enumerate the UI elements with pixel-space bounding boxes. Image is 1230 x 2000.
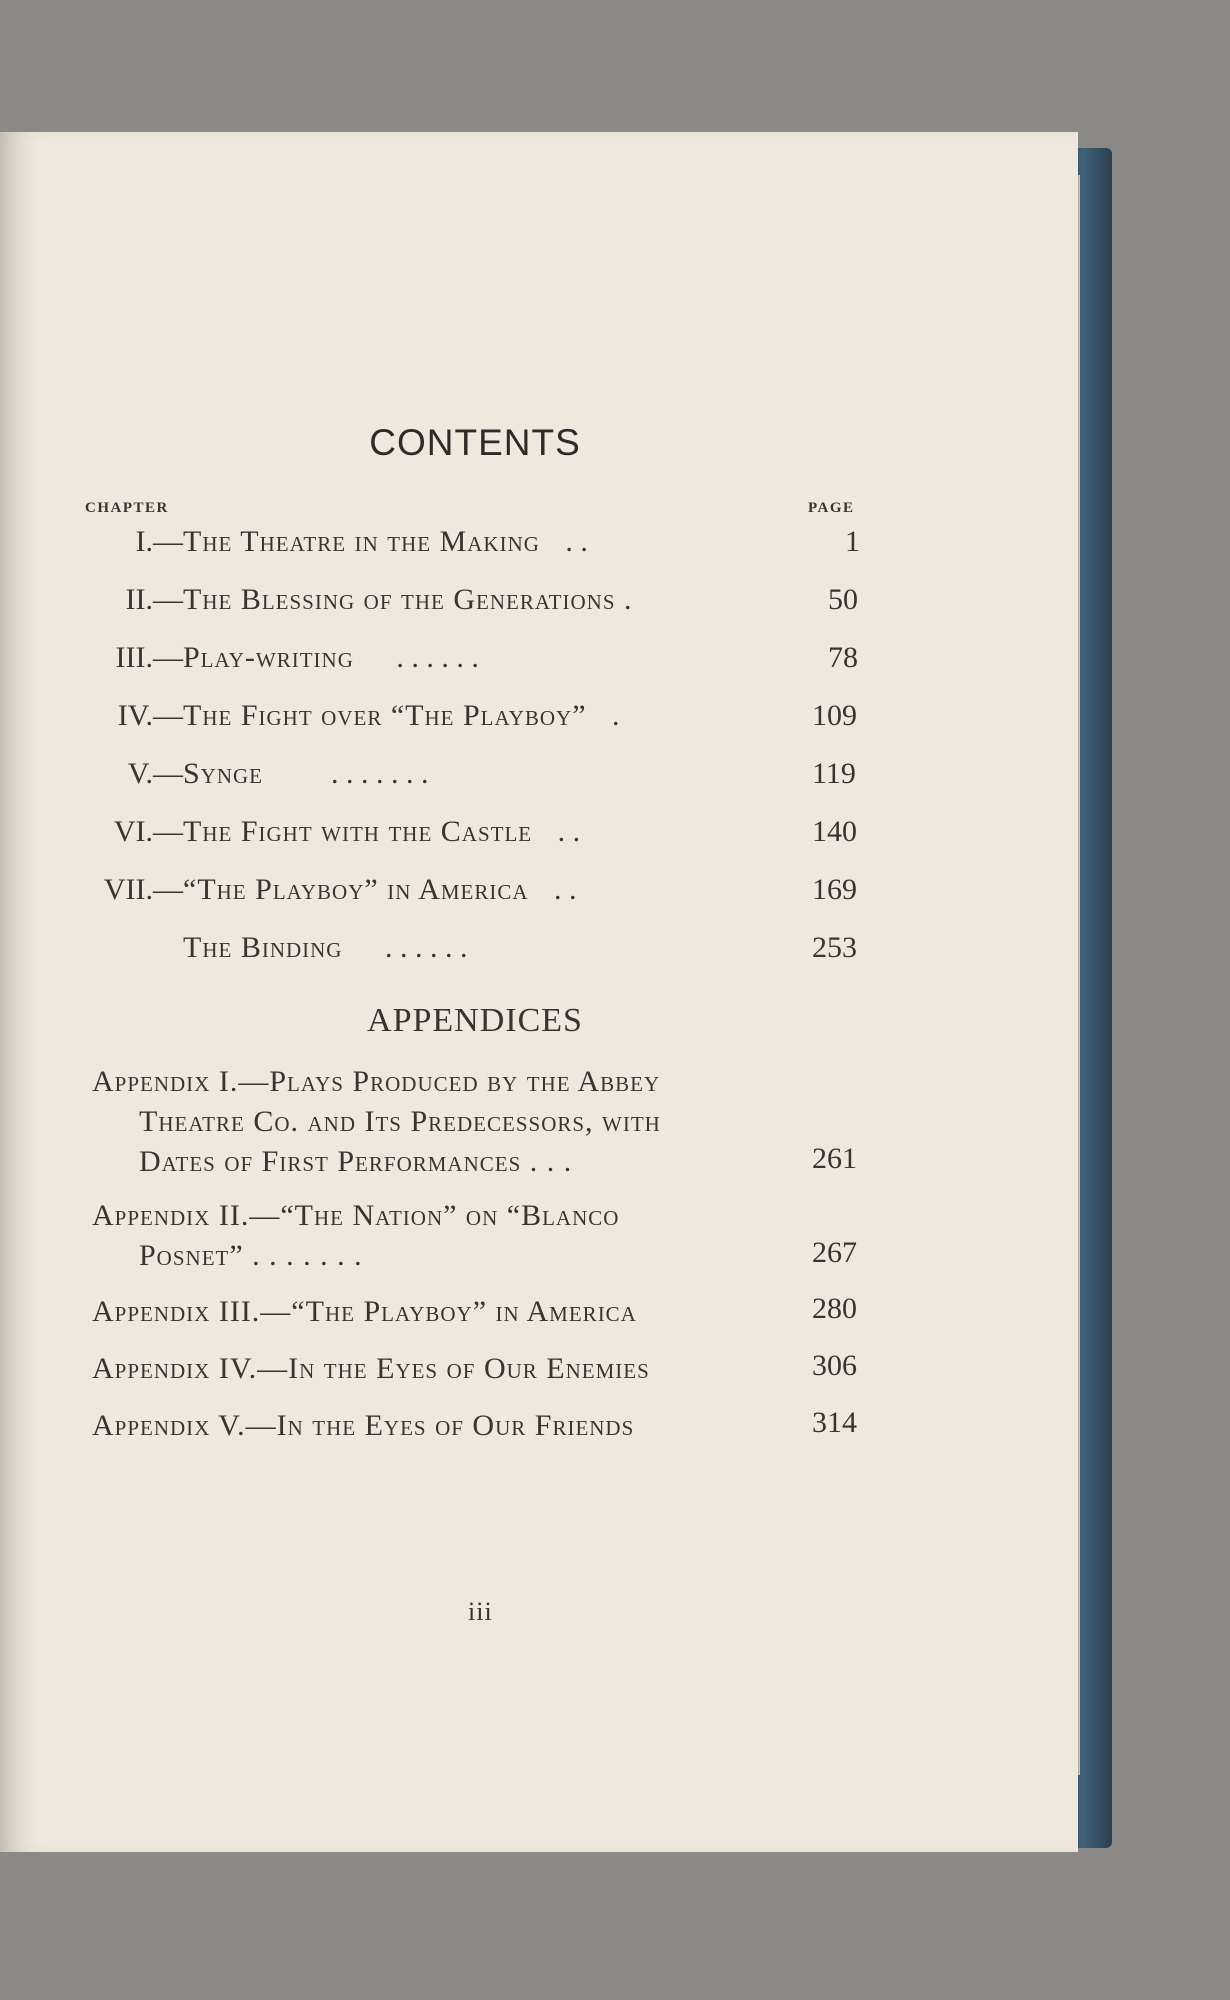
chapter-title: The Fight over “The Playboy” . <box>183 699 620 732</box>
toc-row <box>0 525 900 569</box>
appendix-line: Theatre Co. and Its Predecessors, with <box>139 1105 661 1138</box>
page-number: 169 <box>812 873 857 906</box>
chapter-title: The Theatre in the Making . . <box>183 525 588 558</box>
page-column-label: PAGE <box>808 500 855 516</box>
page-number: 267 <box>812 1236 857 1269</box>
chapter-title: “The Playboy” in America . . <box>183 873 577 906</box>
chapter-number: VI.— <box>113 815 183 848</box>
toc-row <box>0 583 900 627</box>
page-number: 140 <box>812 815 857 848</box>
dot-leader: . . . . . . <box>396 641 479 674</box>
chapter-title: The Blessing of the Generations . <box>183 583 632 616</box>
chapter-title: The Fight with the Castle . . <box>183 815 581 848</box>
page-title: CONTENTS <box>369 422 581 463</box>
chapter-number: IV.— <box>117 699 183 732</box>
appendix-line: Appendix IV.—In the Eyes of Our Enemies <box>92 1352 650 1385</box>
contents-page <box>0 132 1078 1852</box>
dot-leader: . . . . . . <box>384 931 468 964</box>
chapter-title: Synge . . . . . . . <box>183 757 429 790</box>
toc-row <box>0 873 900 917</box>
appendix-entry <box>92 1196 812 1276</box>
toc-row <box>0 931 900 975</box>
page-number: 109 <box>812 699 857 732</box>
chapter-number: VII.— <box>103 873 183 906</box>
chapter-number: III.— <box>115 641 183 674</box>
toc-row <box>0 815 900 859</box>
page-number: 119 <box>812 757 856 790</box>
page-number: 50 <box>828 583 858 616</box>
dot-leader: . . . . . . . <box>331 757 429 790</box>
appendix-line: Appendix III.—“The Playboy” in America <box>92 1295 637 1328</box>
folio-page-number: iii <box>468 1597 493 1626</box>
appendix-line: Appendix I.—Plays Produced by the Abbey <box>92 1065 661 1098</box>
chapter-title: The Binding . . . . . . <box>183 931 468 964</box>
appendices-heading: APPENDICES <box>367 1002 583 1039</box>
dot-leader: . <box>612 699 620 732</box>
chapter-number: V.— <box>127 757 183 790</box>
appendix-line: Dates of First Performances . . . <box>139 1145 573 1178</box>
chapter-column-label: CHAPTER <box>85 500 169 516</box>
dot-leader: . . <box>557 815 581 848</box>
appendix-entry <box>92 1292 812 1332</box>
appendix-entry <box>92 1062 812 1182</box>
appendix-line: Posnet” . . . . . . . <box>139 1239 363 1272</box>
appendix-entry <box>92 1349 812 1389</box>
appendix-line: Appendix II.—“The Nation” on “Blanco <box>92 1199 620 1232</box>
page-number: 261 <box>812 1142 857 1175</box>
book-page <box>0 132 1078 1852</box>
page-number: 314 <box>812 1406 857 1439</box>
page-number: 306 <box>812 1349 857 1382</box>
page-number: 253 <box>812 931 857 964</box>
toc-row <box>0 641 900 685</box>
dot-leader: . . <box>554 873 577 906</box>
toc-row <box>0 699 900 743</box>
chapter-number: I.— <box>135 525 183 558</box>
dot-leader: . <box>624 583 632 616</box>
chapter-title: Play-writing . . . . . . <box>183 641 479 674</box>
page-number: 1 <box>845 525 860 558</box>
page-number: 280 <box>812 1292 857 1325</box>
dot-leader: . . <box>565 525 588 558</box>
appendix-line: Appendix V.—In the Eyes of Our Friends <box>92 1409 635 1442</box>
toc-row <box>0 757 900 801</box>
appendix-entry <box>92 1406 812 1446</box>
page-number: 78 <box>828 641 858 674</box>
chapter-number: II.— <box>125 583 183 616</box>
